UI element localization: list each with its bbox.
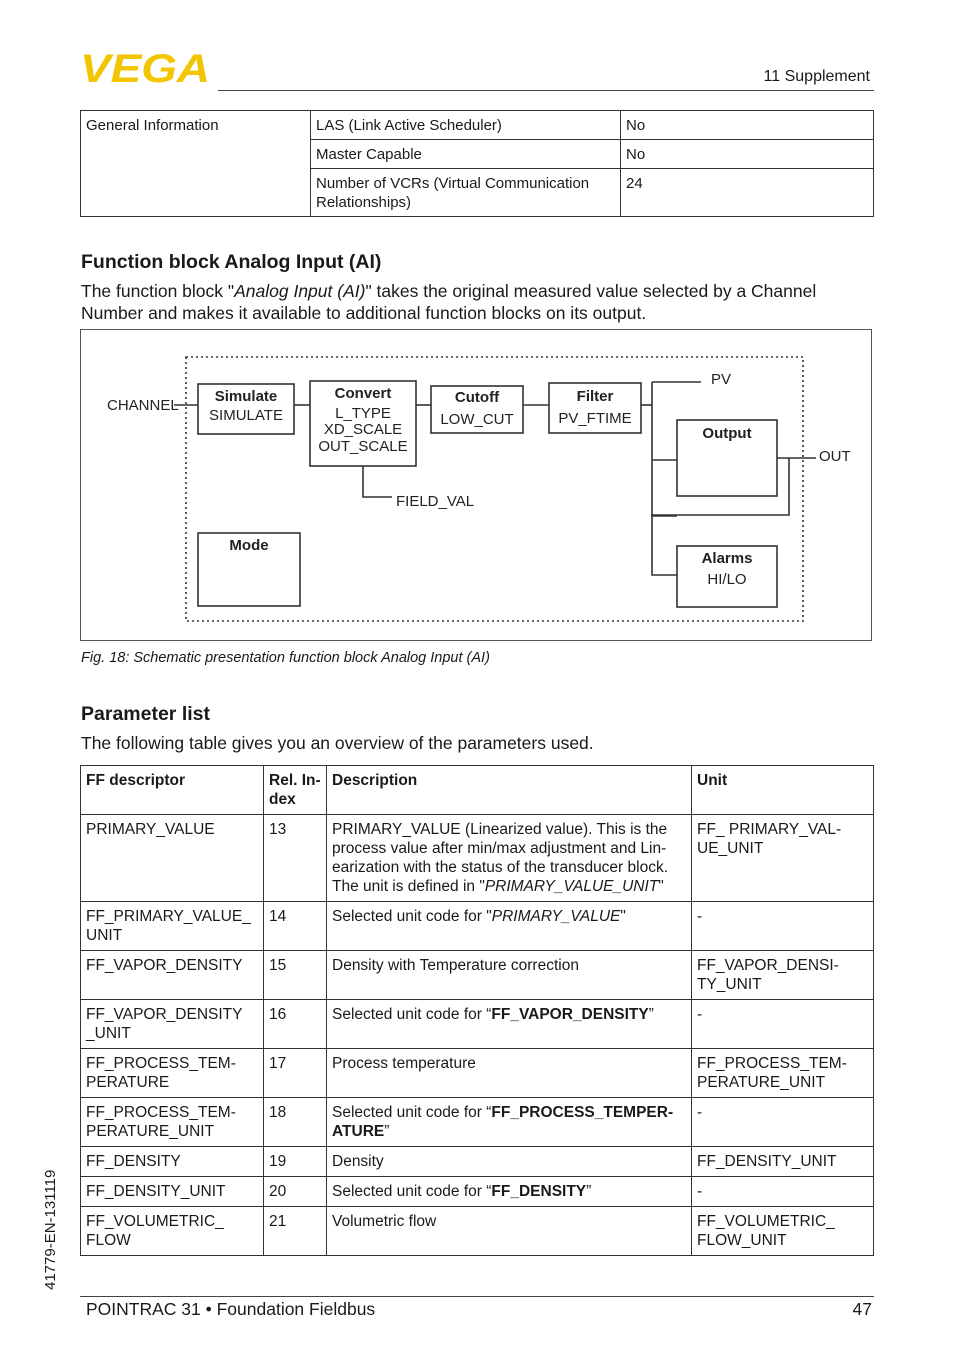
description-cell: Selected unit code for “FF_PROCESS_TEMPER- ATURE” (327, 1098, 692, 1147)
alarms-title: Alarms (701, 550, 753, 567)
rel-index-cell: 16 (264, 1000, 327, 1049)
convert-param: L_TYPE (335, 405, 391, 422)
logo-text: VEGA (80, 50, 210, 84)
description-cell: Selected unit code for "PRIMARY_VALUE" (327, 902, 692, 951)
rel-index-cell: 14 (264, 902, 327, 951)
cutoff-param: LOW_CUT (440, 411, 514, 428)
table-row (81, 902, 874, 951)
rel-index-cell: 18 (264, 1098, 327, 1147)
table-row (81, 1177, 874, 1207)
col-header: FF descriptor (81, 766, 264, 815)
ff-descriptor-cell: FF_VAPOR_DENSITY _UNIT (81, 1000, 264, 1049)
description-cell: Volumetric flow (327, 1207, 692, 1256)
rel-index-cell: 21 (264, 1207, 327, 1256)
alarms-param: HI/LO (707, 571, 747, 588)
vega-logo (80, 50, 212, 84)
filter-param: PV_FTIME (558, 410, 632, 427)
table-row (81, 1000, 874, 1049)
figure-caption: Fig. 18: Schematic presentation function block Analog Input (AI) (81, 650, 490, 666)
info-group-label: General Information (81, 111, 311, 217)
ff-descriptor-cell: FF_VOLUMETRIC_ FLOW (81, 1207, 264, 1256)
ff-descriptor-cell: FF_DENSITY_UNIT (81, 1177, 264, 1207)
ai-intro: The function block "Analog Input (AI)" takes the original measured value selected by a Channel Number and makes it available to additional function blocks on its output. (81, 281, 817, 323)
document-number: 41779-EN-131119 (42, 1169, 59, 1290)
mode-title: Mode (229, 537, 269, 554)
ai-heading: Function block Analog Input (AI) (81, 251, 382, 273)
footer-divider (80, 1296, 874, 1297)
table-row (81, 951, 874, 1000)
rel-index-cell: 15 (264, 951, 327, 1000)
pv-label: PV (711, 371, 732, 388)
unit-cell: FF_PROCESS_TEM- PERATURE_UNIT (692, 1049, 874, 1098)
info-label: Master Capable (311, 140, 621, 169)
description-cell: Density with Temperature correction (327, 951, 692, 1000)
ff-descriptor-cell: FF_VAPOR_DENSITY (81, 951, 264, 1000)
parameter-table (80, 765, 874, 1256)
description-cell: PRIMARY_VALUE (Linearized value). This is the process value after min/max adjustment and Lin- earization with the status of the transducer block. The unit is defined in "PRIMARY_VALUE_UNIT" (327, 815, 692, 902)
unit-cell: FF_ PRIMARY_VAL- UE_UNIT (692, 815, 874, 902)
ff-descriptor-cell: PRIMARY_VALUE (81, 815, 264, 902)
table-row (81, 1098, 874, 1147)
unit-cell: - (692, 1098, 874, 1147)
rel-index-cell: 19 (264, 1147, 327, 1177)
description-cell: Density (327, 1147, 692, 1177)
ff-descriptor-cell: FF_PRIMARY_VALUE_ UNIT (81, 902, 264, 951)
field-val-label: FIELD_VAL (396, 493, 475, 510)
unit-cell: - (692, 1177, 874, 1207)
ai-block-diagram (80, 329, 872, 641)
info-label: LAS (Link Active Scheduler) (311, 111, 621, 140)
col-header: Unit (692, 766, 874, 815)
convert-title: Convert (334, 385, 392, 402)
table-row (81, 1147, 874, 1177)
unit-cell: - (692, 902, 874, 951)
ff-descriptor-cell: FF_PROCESS_TEM- PERATURE (81, 1049, 264, 1098)
col-header: Rel. In- dex (264, 766, 327, 815)
page-number: 47 (852, 1299, 872, 1319)
info-value: No (621, 111, 874, 140)
cutoff-title: Cutoff (454, 389, 500, 406)
info-label: Number of VCRs (Virtual Communication Relationships) (311, 169, 621, 217)
convert-param: XD_SCALE (323, 421, 403, 438)
description-cell: Selected unit code for “FF_DENSITY” (327, 1177, 692, 1207)
rel-index-cell: 17 (264, 1049, 327, 1098)
info-value: 24 (621, 169, 874, 217)
footer-title: POINTRAC 31 • Foundation Fieldbus (86, 1299, 376, 1319)
unit-cell: FF_VAPOR_DENSI- TY_UNIT (692, 951, 874, 1000)
table-row (81, 815, 874, 902)
description-cell: Selected unit code for “FF_VAPOR_DENSITY” (327, 1000, 692, 1049)
diagram-svg (81, 330, 871, 640)
filter-title: Filter (576, 388, 614, 405)
rel-index-cell: 20 (264, 1177, 327, 1207)
col-header: Description (327, 766, 692, 815)
param-intro: The following table gives you an overview of the parameters used. (81, 733, 594, 753)
description-cell: Process temperature (327, 1049, 692, 1098)
table-row (81, 1049, 874, 1098)
simulate-title: Simulate (214, 388, 278, 405)
out-label: OUT (819, 448, 851, 465)
convert-param: OUT_SCALE (318, 438, 408, 455)
simulate-param: SIMULATE (209, 407, 283, 424)
general-info-table (80, 110, 874, 217)
section-label: 11 Supplement (763, 68, 870, 85)
ff-descriptor-cell: FF_DENSITY (81, 1147, 264, 1177)
rel-index-cell: 13 (264, 815, 327, 902)
unit-cell: FF_DENSITY_UNIT (692, 1147, 874, 1177)
channel-label: CHANNEL (107, 397, 179, 414)
output-title: Output (702, 425, 752, 442)
unit-cell: FF_VOLUMETRIC_ FLOW_UNIT (692, 1207, 874, 1256)
unit-cell: - (692, 1000, 874, 1049)
ff-descriptor-cell: FF_PROCESS_TEM- PERATURE_UNIT (81, 1098, 264, 1147)
info-value: No (621, 140, 874, 169)
param-heading: Parameter list (81, 703, 210, 725)
header-divider (218, 90, 874, 91)
table-row (81, 1207, 874, 1256)
